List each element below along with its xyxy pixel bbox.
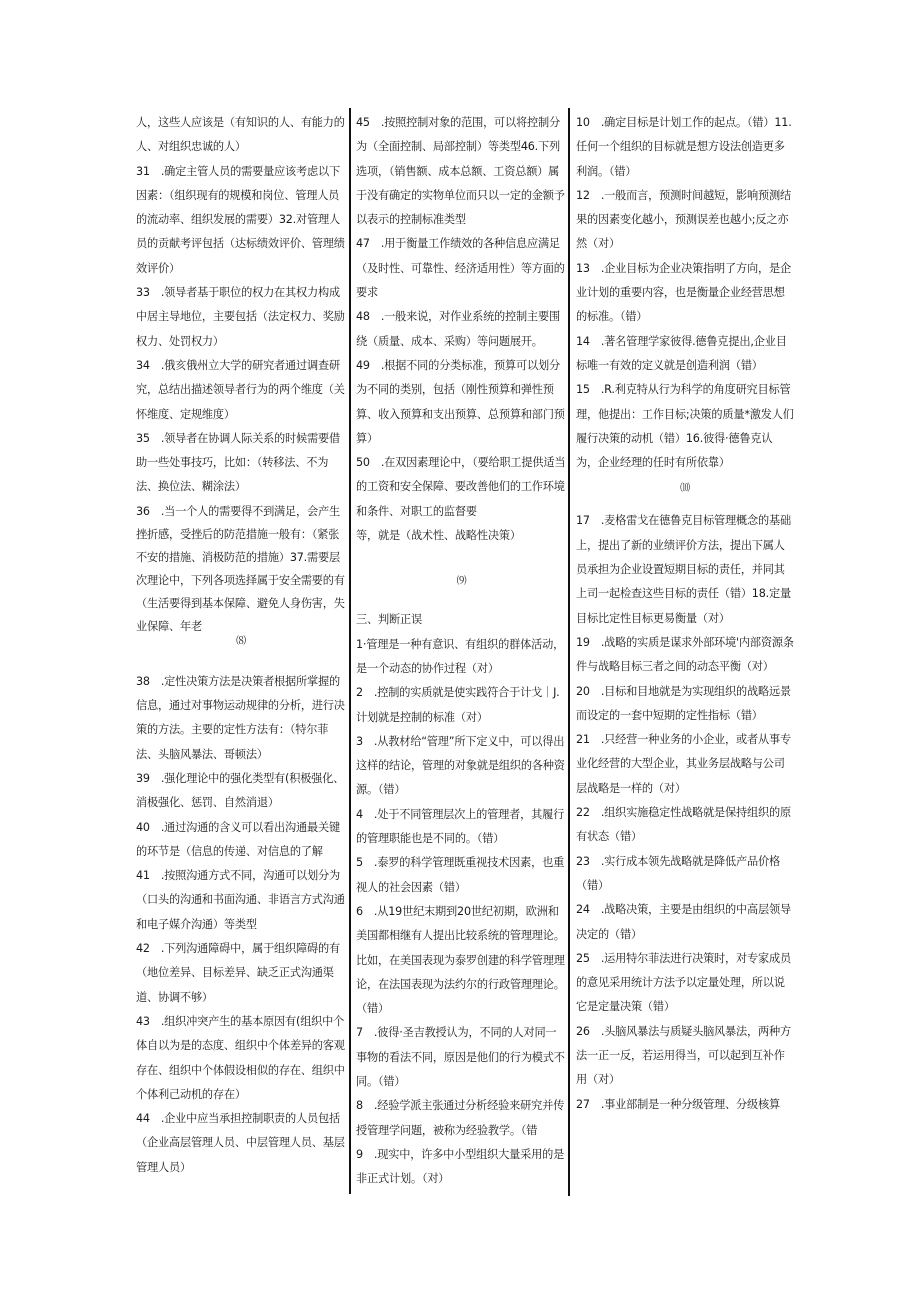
list-item: 45 .按照控制对象的范围，可以将控制分为（全面控制、局部控制）等类型46.下列选项，（销售额、成本总额、工资总额）属于没有确定的实物单位而只以一定的金额予以表示的控制标准类型 xyxy=(356,116,565,227)
list-item: 人，这些人应该是（有知识的人、有能力的人、对组织忠诚的人） xyxy=(136,116,345,154)
list-item: 47 .用于衡量工作绩效的各种信息应满足（及时性、可靠性、经济适用性）等方面的要求 xyxy=(356,237,565,300)
list-item: 26 .头脑风暴法与质疑头脑风暴法，两种方法一正一反，若运用得当，可以起到互补作用（对） xyxy=(576,1024,791,1087)
page-number: ⑽ xyxy=(680,483,690,495)
list-item: 42 .下列沟通障碍中，属于组织障碍的有（地位差异、目标差异、缺乏正式沟通渠道、协调不够） xyxy=(136,942,340,1004)
list-item: 24 .战略决策，主要是由组织的中高层领导决定的（错） xyxy=(576,903,791,941)
list-item: 1·管理是一种有意识、有组织的群体活动，是一个动态的协作过程（对） xyxy=(356,637,565,675)
list-item: 19 .战略的实质是谋求外部环境'内部资源条件与战略目标三者之间的动态平衡（对） xyxy=(576,635,794,674)
list-item: 48 .一般来说，对作业系统的控制主要围绕（质量、成本、采购）等问题展开。 xyxy=(356,310,560,348)
page-number: ⑼ xyxy=(456,576,467,588)
list-item: 49 .根据不同的分类标准，预算可以划分为不同的类别，包括（刚性预算和弹性预算、收入预算和支出预算、总预算和部门预算） xyxy=(356,358,565,445)
list-item: 25 .运用特尔菲法进行决策时，对专家成员的意见采用统计方法予以定量处理，所以说它是定量决策（错） xyxy=(576,951,791,1014)
list-item: 43 .组织冲突产生的基本原因有(组织中个体自以为是的态度、组织中个体差异的客观存在、组织中个体假设相似的存在、组织中个体利己动机的存在） xyxy=(136,1014,345,1101)
list-item: 10 .确定目标是计划工作的起点。（错）11.任何一个组织的目标就是想方设法创造更多利润。（错） xyxy=(576,116,792,178)
column-divider xyxy=(349,108,351,1194)
column-divider xyxy=(568,108,570,1196)
list-item: 50 .在双因素理论中，（要给职工提供适当的工资和安全保障、要改善他们的工作环境和条件、对职工的监督要 xyxy=(356,456,566,518)
list-item: 39 .强化理论中的强化类型有(积极强化、消极强化、惩罚、自然消退） xyxy=(136,771,345,810)
list-item: 41 .按照沟通方式不同，沟通可以划分为（口头的沟通和书面沟通、非语言方式沟通和电子媒介沟通）等类型 xyxy=(136,869,345,931)
list-item: 6 .从19世纪末期到20世纪初期，欧洲和美国都相继有人提出比较系统的管理理论。比如，在美国表现为泰罗创建的科学管理理论，在法国表现为法约尔的行政管理理论。（错） xyxy=(356,904,565,1016)
list-item: 44 .企业中应当承担控制职责的人员包括（企业高层管理人员、中层管理人员、基层管理人员） xyxy=(136,1112,345,1174)
list-item: 21 .只经营一种业务的小企业，或者从事专业化经营的大型企业，其业务层战略与公司层战略是一样的（对） xyxy=(576,733,791,795)
list-item: 13 .企业目标为企业决策指明了方向，是企业计划的重要内容，也是衡量企业经营思想的标准。（错） xyxy=(576,261,791,324)
list-item: 3 .从教材给“管理”所下定义中，可以得出这样的结论，管理的对象就是组织的各种资源。（错） xyxy=(356,734,565,797)
list-item: 7 .彼得·圣吉教授认为，不同的人对同一事物的看法不同，原因是他们的行为模式不同。（错） xyxy=(356,1026,565,1088)
list-item: 8 .经验学派主张通过分析经验来研究并传授管理学问题，被称为经验教学。（错 xyxy=(356,1099,565,1137)
list-item: 34 .俄亥俄州立大学的研究者通过调查研究，总结出描述领导者行为的两个维度（关怀维度、定规维度） xyxy=(136,358,345,421)
list-item: 9 .现实中，许多中小型组织大量采用的是非正式计划。（对） xyxy=(356,1147,565,1186)
list-item: 33 .领导者基于职位的权力在其权力构成中居主导地位，主要包括（法定权力、奖励权力、处罚权力） xyxy=(136,286,345,348)
list-item: 36 .当一个人的需要得不到满足，会产生挫折感，受挫后的防范措施一般有：（紧张不安的措施、消极防范的措施）37.需要层次理论中，下列各项选择属于安全需要的有（生活要得到基本保障、避免人身伤害，失业保障、年老 xyxy=(136,504,345,633)
page-number: ⑻ xyxy=(236,635,246,647)
list-item: 2 .控制的实质就是使实践符合于计戈｜J.计划就是控制的标准（对） xyxy=(356,686,560,724)
list-item: 31 .确定主管人员的需要量应该考虑以下因素：（组织现有的规模和岗位、管理人员的流动率、组织发展的需要）32.对管理人员的贡献考评包括（达标绩效评价、管理绩效评价） xyxy=(136,164,345,275)
list-item: 35 .领导者在协调人际关系的时候需要借助一些处事技巧，比如：（转移法、不为法、换位法、糊涂法） xyxy=(136,431,340,494)
column-3 xyxy=(576,111,794,1197)
list-item: 40 .通过沟通的含义可以看出沟通最关键的环节是（信息的传递、对信息的了解 xyxy=(136,820,340,858)
list-item: 22 .组织实施稳定性战略就是保持组织的原有状态（错） xyxy=(576,806,791,844)
column-2 xyxy=(356,111,567,1197)
list-item: 5 .泰罗的科学管理既重视技术因素，也重视人的社会因素（错） xyxy=(356,856,565,894)
list-item: 27 .事业部制是一种分级管理、分级核算 xyxy=(576,1097,780,1111)
list-item: 23 .实行成本领先战略就是降低产品价格（错） xyxy=(576,854,780,892)
list-item: 38 .定性决策方法是决策者根据所掌握的信息，通过对事物运动规律的分析，进行决策的方法。主要的定性方法有：（特尔菲法、头脑风暴法、哥顿法） xyxy=(136,674,345,761)
list-item: 14 .著名管理学家彼得.德鲁克提出,企业目标唯一有效的定义就是创造利润（错） xyxy=(576,334,787,372)
section-title: 三、判断正误 xyxy=(356,613,422,627)
list-item: 20 .目标和目地就是为实现组织的战略远景而设定的一套中短期的定性指标（错） xyxy=(576,684,791,722)
list-item: 12 .一般而言，预测时间越短，影响预测结果的因素变化越小，预测误差也越小;反之亦然（对） xyxy=(576,188,791,251)
list-item: 17 .麦格雷戈在德鲁克目标管理概念的基础上，提出了新的业绩评价方法，提出下属人员承担为企业设置短期目标的责任，并同其上司一起检查这些目标的责任（错）18.定量目标比定性目标更易衡量（对） xyxy=(576,514,791,625)
list-item: 4 .处于不同管理层次上的管理者，其履行的管理职能也是不同的。（错） xyxy=(356,807,565,846)
column-1 xyxy=(136,111,346,1197)
list-item: 15 .R.利克特从行为科学的角度研究目标管理，他提出：工作目标;决策的质量*激发人们履行决策的动机（错）16.彼得·德鲁克认为，企业经理的任时有所依靠） xyxy=(576,383,794,470)
list-item: 等，就是（战术性、战略性决策） xyxy=(356,529,521,543)
